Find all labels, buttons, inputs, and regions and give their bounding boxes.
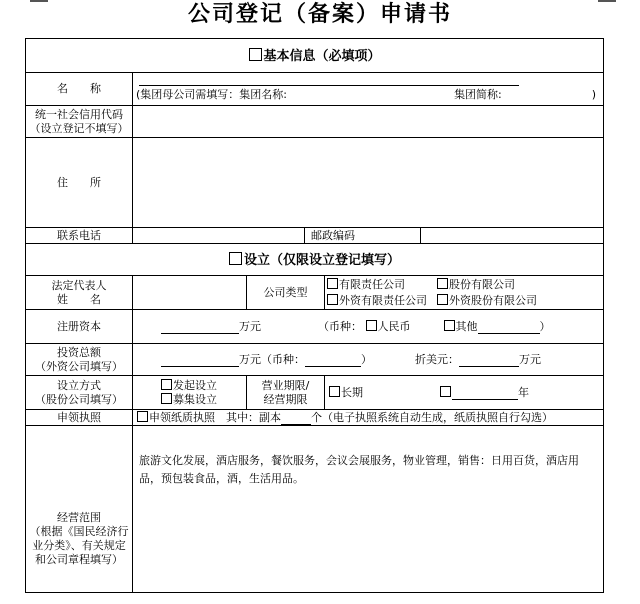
type-option-llc[interactable]: 有限责任公司 xyxy=(327,278,437,292)
address-field[interactable] xyxy=(133,138,604,228)
copy-count-input[interactable] xyxy=(281,413,311,425)
method-checkbox[interactable] xyxy=(161,379,172,390)
name-label: 名 称 xyxy=(26,73,133,106)
basic-info-header: 基本信息（必填项） xyxy=(26,39,604,73)
application-form-table xyxy=(25,38,604,593)
group-short-name-note: 集团简称: xyxy=(454,88,502,101)
address-label: 住 所 xyxy=(26,138,133,228)
type-option-foreign-joint-stock[interactable]: 外资股份有限公司 xyxy=(437,294,537,308)
term-label: 营业期限/ 经营期限 xyxy=(247,376,325,410)
credit-code-label: 统一社会信用代码 （设立登记不填写） xyxy=(26,106,133,138)
document-title: 公司登记（备案）申请书 xyxy=(187,1,452,27)
company-type-options xyxy=(325,276,604,310)
type-checkbox[interactable] xyxy=(327,294,338,305)
method-label: 设立方式 （股份公司填写） xyxy=(26,376,133,410)
usd-input[interactable] xyxy=(459,355,519,367)
reg-capital-input[interactable] xyxy=(161,322,239,334)
phone-label: 联系电话 xyxy=(26,228,133,244)
scope-label: 经营范围 （根据《国民经济行 业分类》、有关规定 和公司章程填写） xyxy=(26,426,133,593)
scope-text: 旅游文化发展，酒店服务，餐饮服务，会议会展服务，物业管理，销售：日用百货，酒店用品，预包装食品，酒，生活用品。 xyxy=(139,454,579,485)
name-field[interactable] xyxy=(133,73,604,106)
reg-capital-label: 注册资本 xyxy=(26,310,133,344)
years-input[interactable] xyxy=(452,388,518,400)
group-note-close: ) xyxy=(591,88,597,101)
phone-field[interactable] xyxy=(133,228,305,244)
rmb-checkbox[interactable] xyxy=(366,320,377,331)
paper-license-checkbox[interactable] xyxy=(137,411,148,422)
reg-capital-field[interactable]: 万元 （币种： 人民币 其他 ） xyxy=(133,310,604,344)
invest-field[interactable]: 万元（币种： ） 折美元： 万元 xyxy=(133,344,604,376)
invest-label: 投资总额 （外资公司填写） xyxy=(26,344,133,376)
license-field[interactable]: 申领纸质执照 其中：副本 个（电子执照系统自动生成，纸质执照自行勾选） xyxy=(133,410,604,426)
postcode-label: 邮政编码 xyxy=(305,228,421,244)
type-option-foreign-llc[interactable]: 外资有限责任公司 xyxy=(327,294,437,308)
credit-code-field[interactable] xyxy=(133,106,604,138)
term-long[interactable]: 长期 xyxy=(329,386,363,399)
scope-field[interactable] xyxy=(133,426,604,593)
long-term-checkbox[interactable] xyxy=(329,386,340,397)
method-options xyxy=(133,376,247,410)
legal-rep-label: 法定代表人 姓 名 xyxy=(26,276,133,310)
setup-checkbox[interactable] xyxy=(229,252,242,265)
type-option-joint-stock[interactable]: 股份有限公司 xyxy=(437,278,515,292)
basic-info-checkbox[interactable] xyxy=(249,48,262,61)
license-label: 申领执照 xyxy=(26,410,133,426)
invest-currency-input[interactable] xyxy=(305,355,361,367)
years-checkbox[interactable] xyxy=(440,386,451,397)
company-type-label: 公司类型 xyxy=(247,276,325,310)
term-years[interactable]: 年 xyxy=(440,386,529,399)
other-currency-checkbox[interactable] xyxy=(444,320,455,331)
type-checkbox[interactable] xyxy=(437,294,448,305)
other-currency-input[interactable] xyxy=(478,322,540,334)
setup-header: 设立（仅限设立登记填写） xyxy=(26,244,604,276)
method-option-subscription[interactable]: 募集设立 xyxy=(161,393,243,407)
type-checkbox[interactable] xyxy=(327,278,338,289)
method-option-promotion[interactable]: 发起设立 xyxy=(161,379,243,393)
type-checkbox[interactable] xyxy=(437,278,448,289)
legal-rep-field[interactable] xyxy=(133,276,247,310)
postcode-field[interactable] xyxy=(421,228,604,244)
method-checkbox[interactable] xyxy=(161,393,172,404)
invest-input[interactable] xyxy=(161,355,239,367)
term-options xyxy=(325,376,604,410)
group-name-note: (集团母公司需填写：集团名称: xyxy=(136,88,287,101)
